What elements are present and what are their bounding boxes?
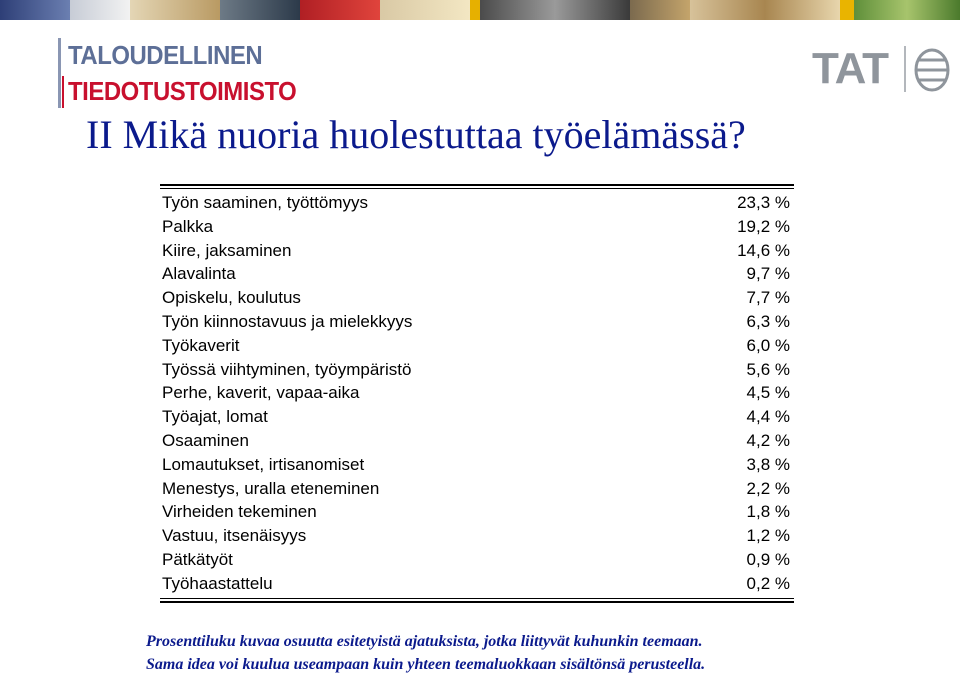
- table-row: [160, 429, 794, 453]
- row-label: Kiire, jaksaminen: [162, 240, 292, 260]
- logo-accent-icon: [62, 76, 64, 108]
- row-value: 0,2 %: [746, 573, 790, 593]
- row-label: Työn saaminen, työttömyys: [162, 193, 368, 212]
- table-rule-bottom: [160, 601, 794, 603]
- row-value: 0,9 %: [746, 549, 790, 569]
- row-label: Työhaastattelu: [162, 573, 273, 593]
- row-label: Työn kiinnostavuus ja mielekkyys: [162, 311, 413, 331]
- row-value: 2,2 %: [746, 478, 790, 498]
- table-row: [160, 453, 794, 477]
- table-row: [160, 191, 794, 215]
- row-label: Vastuu, itsenäisyys: [162, 526, 307, 546]
- row-label: Virheiden tekeminen: [162, 502, 317, 522]
- concerns-table: [160, 184, 794, 603]
- table-row: [160, 239, 794, 263]
- row-value: 1,2 %: [746, 526, 790, 546]
- row-label: Perhe, kaverit, vapaa-aika: [162, 383, 360, 403]
- row-value: 4,4 %: [746, 407, 790, 427]
- footnote: [146, 630, 956, 676]
- table-row: [160, 334, 794, 358]
- table-row: [160, 286, 794, 310]
- tat-logo-text: TAT: [812, 44, 888, 93]
- table-row: [160, 524, 794, 548]
- logo-separator: [904, 46, 906, 92]
- row-label: Menestys, uralla eteneminen: [162, 478, 380, 498]
- row-value: 19,2 %: [737, 216, 790, 236]
- table-row: [160, 405, 794, 429]
- table-row: [160, 500, 794, 524]
- table-row: [160, 548, 794, 572]
- table-row: [160, 358, 794, 382]
- tat-logo-left: [58, 38, 297, 108]
- table-rule-top: [160, 184, 794, 186]
- header-photo-strip: [0, 0, 960, 20]
- tat-logo-right: [812, 44, 952, 98]
- table-body: [160, 189, 794, 596]
- globe-icon: [914, 48, 950, 92]
- table-row: [160, 310, 794, 334]
- row-label: Palkka: [162, 216, 214, 236]
- row-label: Opiskelu, koulutus: [162, 288, 301, 308]
- row-value: 5,6 %: [746, 359, 790, 379]
- row-value: 14,6 %: [737, 240, 790, 260]
- row-label: Osaaminen: [162, 430, 249, 450]
- table-row: [160, 381, 794, 405]
- row-label: Työajat, lomat: [162, 407, 268, 427]
- row-value: 7,7 %: [746, 288, 790, 308]
- logo-line-2: TIEDOTUSTOIMISTO: [68, 76, 297, 106]
- row-label: Alavalinta: [162, 264, 236, 284]
- table-row: [160, 215, 794, 239]
- table-row: [160, 262, 794, 286]
- table-row: [160, 477, 794, 501]
- row-value: 9,7 %: [746, 264, 790, 284]
- row-label: Lomautukset, irtisanomiset: [162, 454, 365, 474]
- row-value: 4,2 %: [746, 430, 790, 450]
- row-value: 3,8 %: [746, 454, 790, 474]
- row-label: Työkaverit: [162, 335, 240, 355]
- page-title: II Mikä nuoria huolestuttaa työelämässä?: [86, 112, 746, 157]
- table-row: [160, 572, 794, 596]
- table-rule-bottom-thin: [160, 598, 794, 599]
- row-label: Työssä viihtyminen, työympäristö: [162, 359, 412, 379]
- row-value: 4,5 %: [746, 383, 790, 403]
- row-label: Pätkätyöt: [162, 549, 233, 569]
- logo-bar-icon: [58, 38, 61, 108]
- row-value: 23,3 %: [737, 193, 790, 212]
- logo-line-1: TALOUDELLINEN: [68, 40, 263, 70]
- row-value: 6,3 %: [746, 311, 790, 331]
- footnote-line-1: Prosenttiluku kuvaa osuutta esitetyistä ajatuksista, jotka liittyvät kuhunkin teemaan.: [146, 633, 703, 650]
- row-value: 1,8 %: [746, 502, 790, 522]
- row-value: 6,0 %: [746, 335, 790, 355]
- footnote-line-2: Sama idea voi kuulua useampaan kuin yhteen teemaluokkaan sisältönsä perusteella.: [146, 656, 706, 673]
